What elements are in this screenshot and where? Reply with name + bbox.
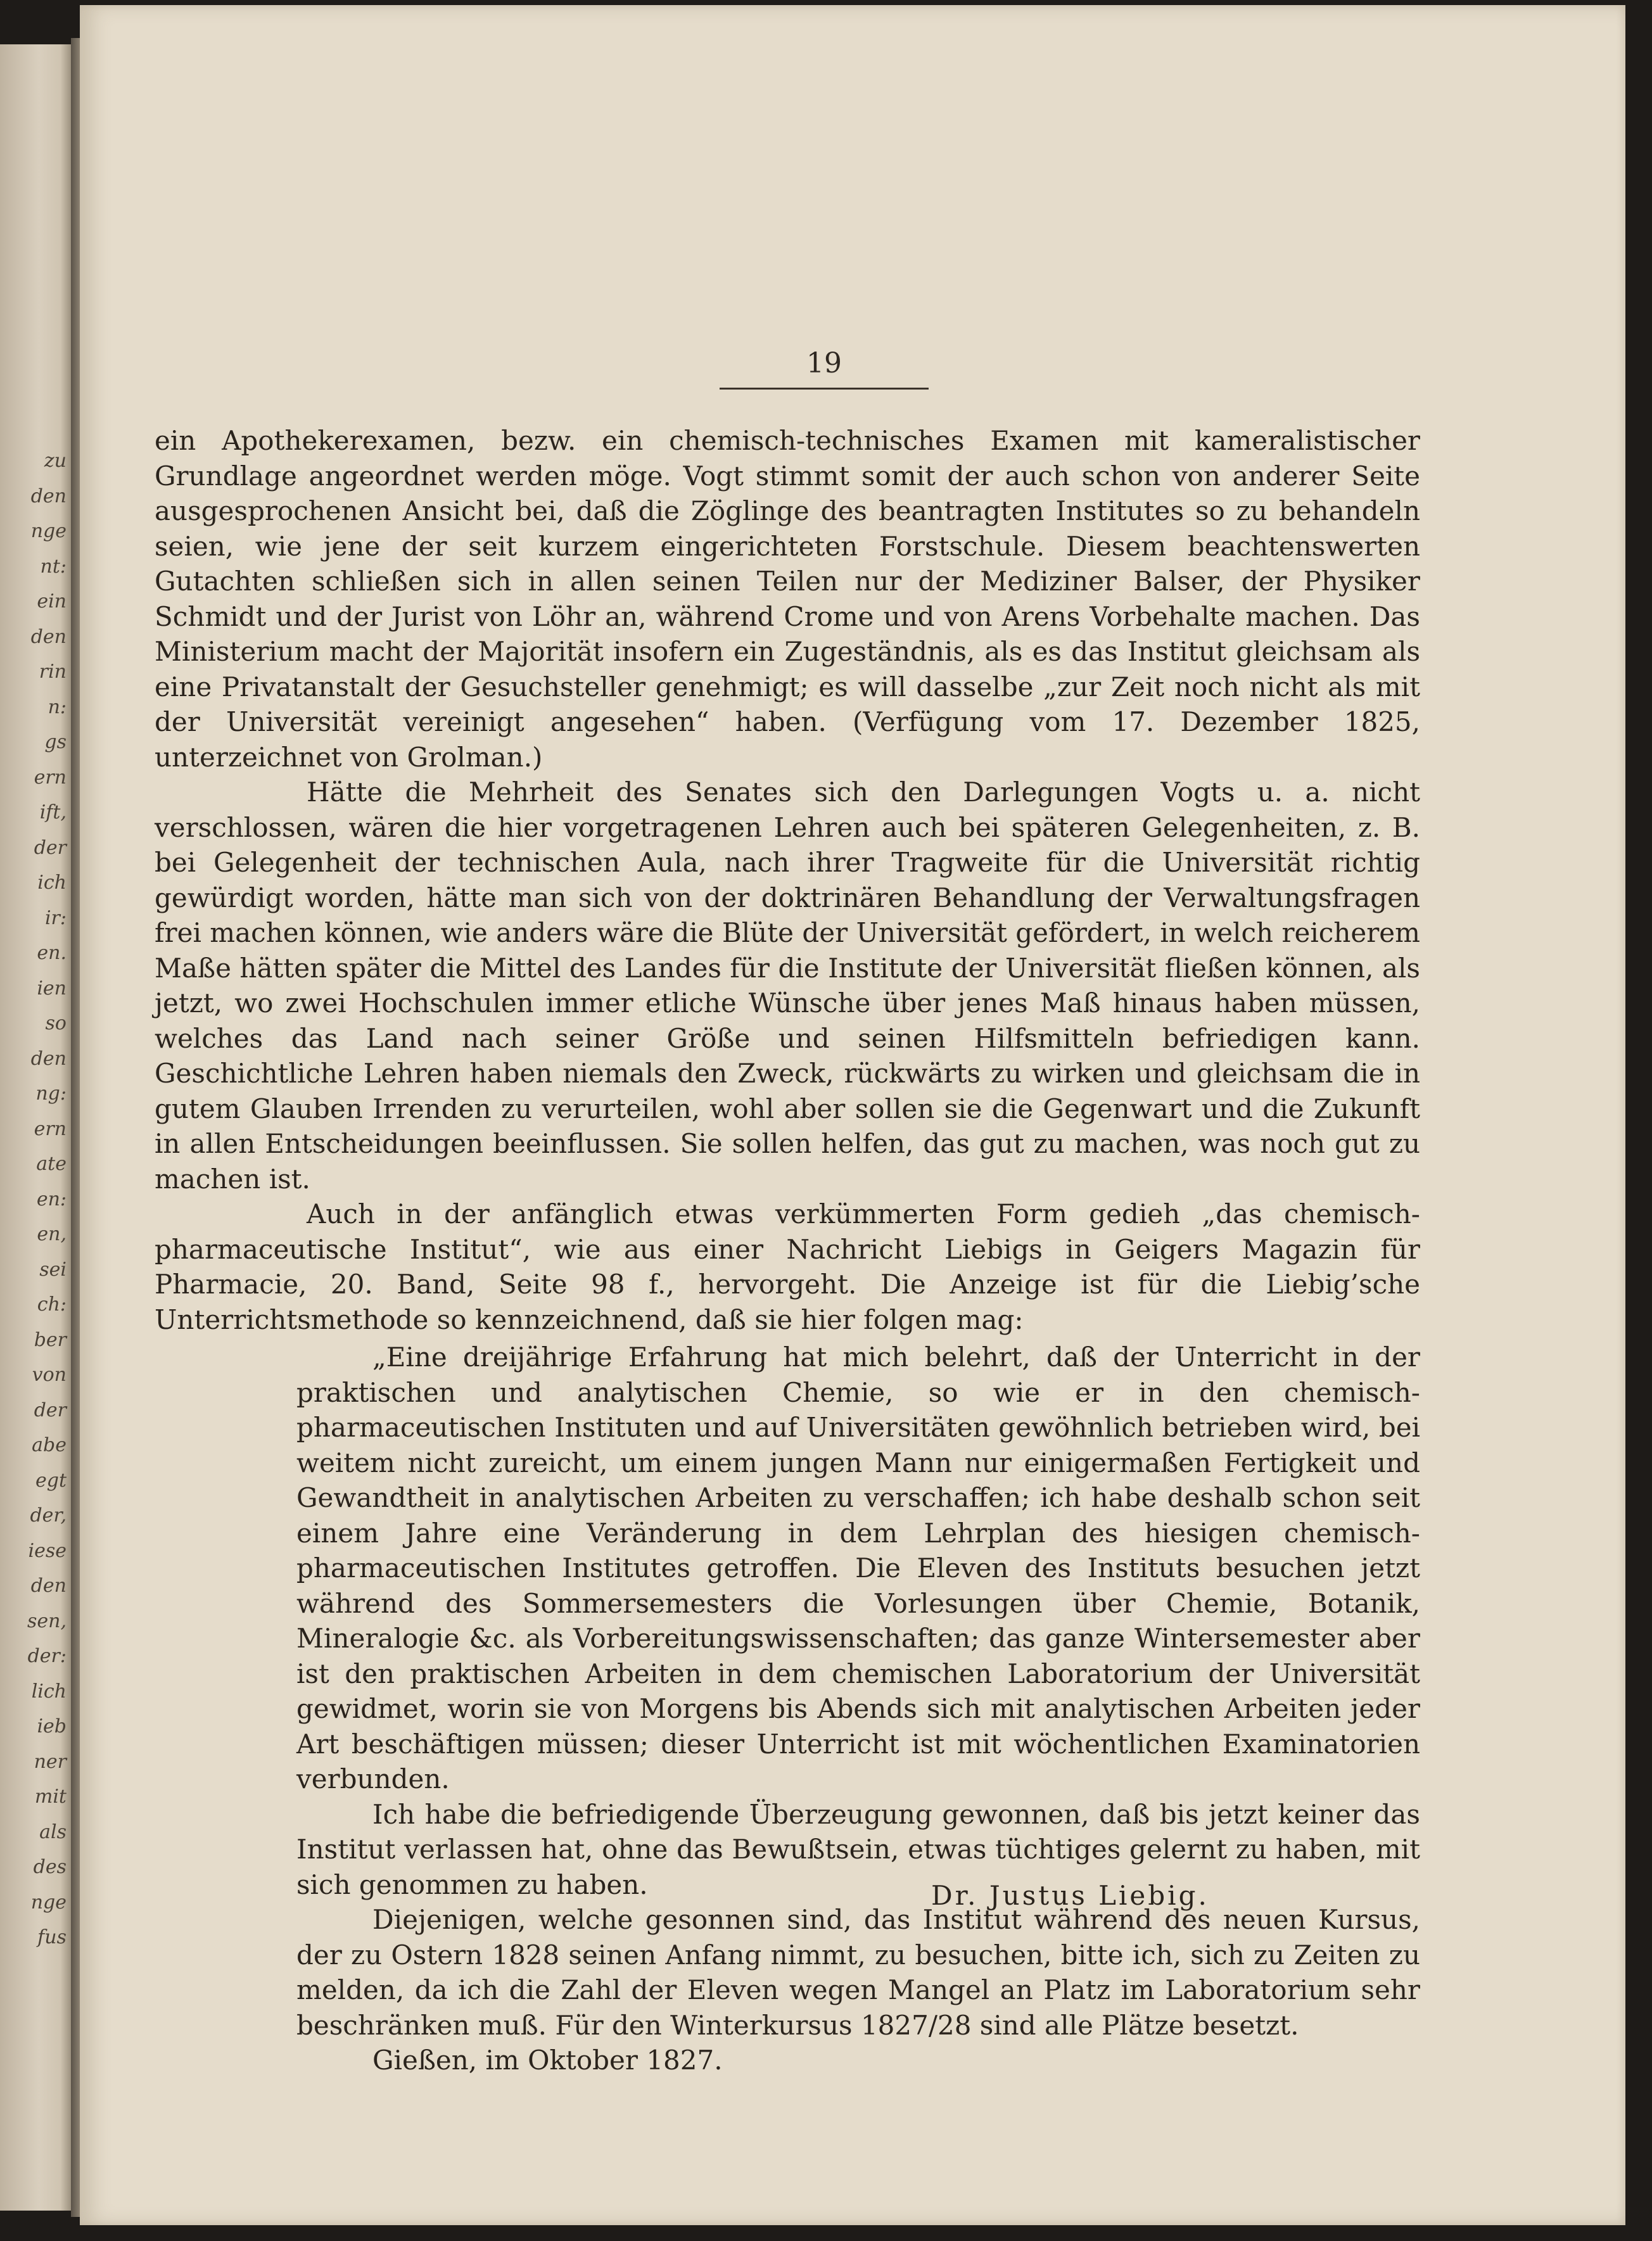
left-margin-fragment: ich xyxy=(37,872,67,894)
left-margin-fragment: als xyxy=(39,1820,67,1843)
left-margin-fragment: nt: xyxy=(40,555,67,578)
quote-paragraph: Diejenigen, welche gesonnen sind, das Institut während des neuen Kursus, der zu Ostern 1828 seinen Anfang nimmt, zu besuchen, bitte ich, sich zu Zeiten zu melden, da ich die Zahl der Eleven wegen Mangel an Platz im Laboratorium sehr beschränken muß. Für den Winterkursus 1827/28 sind alle Plätze besetzt. xyxy=(296,1904,1420,2041)
left-margin-fragment: ein xyxy=(37,590,67,613)
left-margin-fragment: ng: xyxy=(35,1082,67,1105)
left-margin-fragment: den xyxy=(30,625,67,648)
paragraph: ein Apothekerexamen, bezw. ein chemisch-technisches Examen mit kameralistischer Grundlage angeordnet werden möge. Vogt stimmt somit der auch schon von anderer Seite ausgesprochenen Ansicht bei, daß die Zöglinge des beantragten Institutes so zu behandeln seien, wie jene der seit kurzem eingerichteten Forstschule. Diesem beachtenswerten Gutachten schließen sich in allen seinen Teilen nur der Mediziner Balser, der Physiker Schmidt und der Jurist von Löhr an, während Crome und von Arens Vorbehalte machen. Das Ministerium macht der Majorität insofern ein Zugeständnis, als es das Institut gleichsam als eine Privatanstalt der Gesuchsteller genehmigt; es will dasselbe „zur Zeit noch nicht als mit der Universität vereinigt angesehen“ haben. (Verfügung vom 17. Dezember 1825, unterzeichnet von Grolman.) xyxy=(155,425,1420,773)
left-margin-fragment: ber xyxy=(34,1328,67,1351)
left-margin-fragment: ner xyxy=(34,1750,67,1773)
signature: Dr. Justus Liebig. xyxy=(931,1880,1209,1911)
place-date: Gießen, im Oktober 1827. xyxy=(372,2045,723,2076)
paragraph: Hätte die Mehrheit des Senates sich den Darlegungen Vogts u. a. nicht verschlossen, wären die hier vorgetragenen Lehren auch bei späteren Gelegenheiten, z. B. bei Gelegenheit der technischen Aula, nach ihrer Tragweite für die Universität richtig gewürdigt worden, hätte man sich von der doktrinären Behandlung der Verwaltungsfragen frei machen können, wie anders wäre die Blüte der Universität gefördert, in welch reicherem Maße hätten später die Mittel des Landes für die Institute der Universität fließen können, als jetzt, wo zwei Hochschulen immer etliche Wünsche über jenes Maß hinaus haben müssen, welches das Land nach seiner Größe und seinen Hilfsmitteln befriedigen kann. Geschichtliche Lehren haben niemals den Zweck, rückwärts zu wirken und gleichsam die in gutem Glauben Irrenden zu verurteilen, wohl aber sollen sie die Gegenwart und die Zukunft in allen Entscheidungen beeinflussen. Sie sollen helfen, das gut zu machen, was noch gut zu machen ist. xyxy=(155,777,1420,1195)
left-margin-fragment: sei xyxy=(39,1258,67,1281)
left-margin-fragment: der xyxy=(34,836,67,859)
left-margin-fragment: mit xyxy=(34,1786,67,1808)
left-margin-fragment: ate xyxy=(36,1153,67,1175)
left-margin-fragment: en: xyxy=(36,1188,67,1210)
left-margin-fragment: den xyxy=(30,1575,67,1597)
left-margin-fragment: gs xyxy=(44,731,67,753)
adjacent-page-edge xyxy=(0,44,71,2211)
document-page xyxy=(80,5,1625,2225)
left-margin-fragment: nge xyxy=(30,1891,67,1914)
left-margin-fragment: fus xyxy=(37,1926,67,1948)
page-number-rule xyxy=(720,388,929,390)
book-gutter xyxy=(71,38,80,2217)
left-margin-fragment: den xyxy=(30,1047,67,1070)
left-margin-fragment: ern xyxy=(34,766,67,789)
left-margin-fragment: egt xyxy=(35,1469,67,1492)
left-margin-fragment: der, xyxy=(30,1504,67,1527)
left-margin-fragment: zu xyxy=(44,450,67,472)
left-margin-fragment: ieb xyxy=(37,1715,67,1737)
left-margin-fragment: abe xyxy=(32,1434,67,1456)
left-margin-fragment: iese xyxy=(28,1539,67,1562)
body-text xyxy=(155,423,1420,2078)
left-margin-fragment: des xyxy=(33,1856,67,1878)
left-margin-fragment: der xyxy=(34,1399,67,1421)
left-margin-fragment: der: xyxy=(27,1645,67,1667)
page-number: 19 xyxy=(806,347,842,379)
left-margin-fragment: nge xyxy=(30,520,67,542)
quoted-announcement xyxy=(296,1340,1420,2078)
left-margin-fragment: von xyxy=(32,1364,67,1386)
left-margin-fragment: en. xyxy=(37,942,67,964)
left-margin-fragment: ch: xyxy=(37,1293,67,1316)
left-margin-fragment: rin xyxy=(39,661,67,683)
left-margin-fragment: so xyxy=(45,1012,67,1034)
left-margin-fragment: n: xyxy=(48,695,67,718)
quote-paragraph: „Eine dreijährige Erfahrung hat mich belehrt, daß der Unterricht in der praktischen und analytischen Chemie, so wie er in den chemisch-pharmaceutischen Instituten und auf Universitäten gewöhnlich betrieben wird, bei weitem nicht zureicht, um einem jungen Mann nur einigermaßen Fertigkeit und Gewandtheit in analytischen Arbeiten zu verschaffen; ich habe deshalb schon seit einem Jahre eine Veränderung in dem Lehrplan des hiesigen chemisch-pharmaceutischen Institutes getroffen. Die Eleven des Instituts besuchen jetzt während des Sommersemesters die Vorlesungen über Chemie, Botanik, Mineralogie &c. als Vorbereitungswissenschaften; das ganze Wintersemester aber ist den praktischen Arbeiten in dem chemischen Laboratorium der Universität gewidmet, worin sie von Morgens bis Abends sich mit analytischen Arbeiten jeder Art beschäftigen müssen; dieser Unterricht ist mit wöchentlichen Examinatorien verbunden. xyxy=(296,1342,1420,1794)
left-margin-fragment: lich xyxy=(31,1680,67,1703)
left-margin-fragment: en, xyxy=(37,1223,67,1245)
left-margin-fragment: den xyxy=(30,485,67,507)
left-margin-fragment: ien xyxy=(37,977,67,1000)
left-margin-fragment: ir: xyxy=(44,906,67,929)
left-margin-fragment: ern xyxy=(34,1117,67,1140)
quote-paragraph: Ich habe die befriedigende Überzeugung gewonnen, daß bis jetzt keiner das Institut verlassen hat, ohne das Bewußtsein, etwas tüchtiges gelernt zu haben, mit sich genommen zu haben. xyxy=(296,1798,1420,1900)
left-margin-fragment: sen, xyxy=(27,1609,67,1632)
left-margin-fragment: ift, xyxy=(39,801,67,823)
paragraph: Auch in der anfänglich etwas verkümmerten Form gedieh „das chemisch-pharmaceutische Institut“, wie aus einer Nachricht Liebigs in Geigers Magazin für Pharmacie, 20. Band, Seite 98 f., hervorgeht. Die Anzeige ist für die Liebig’sche Unterrichtsmethode so kennzeichnend, daß sie hier folgen mag: xyxy=(155,1198,1420,1335)
